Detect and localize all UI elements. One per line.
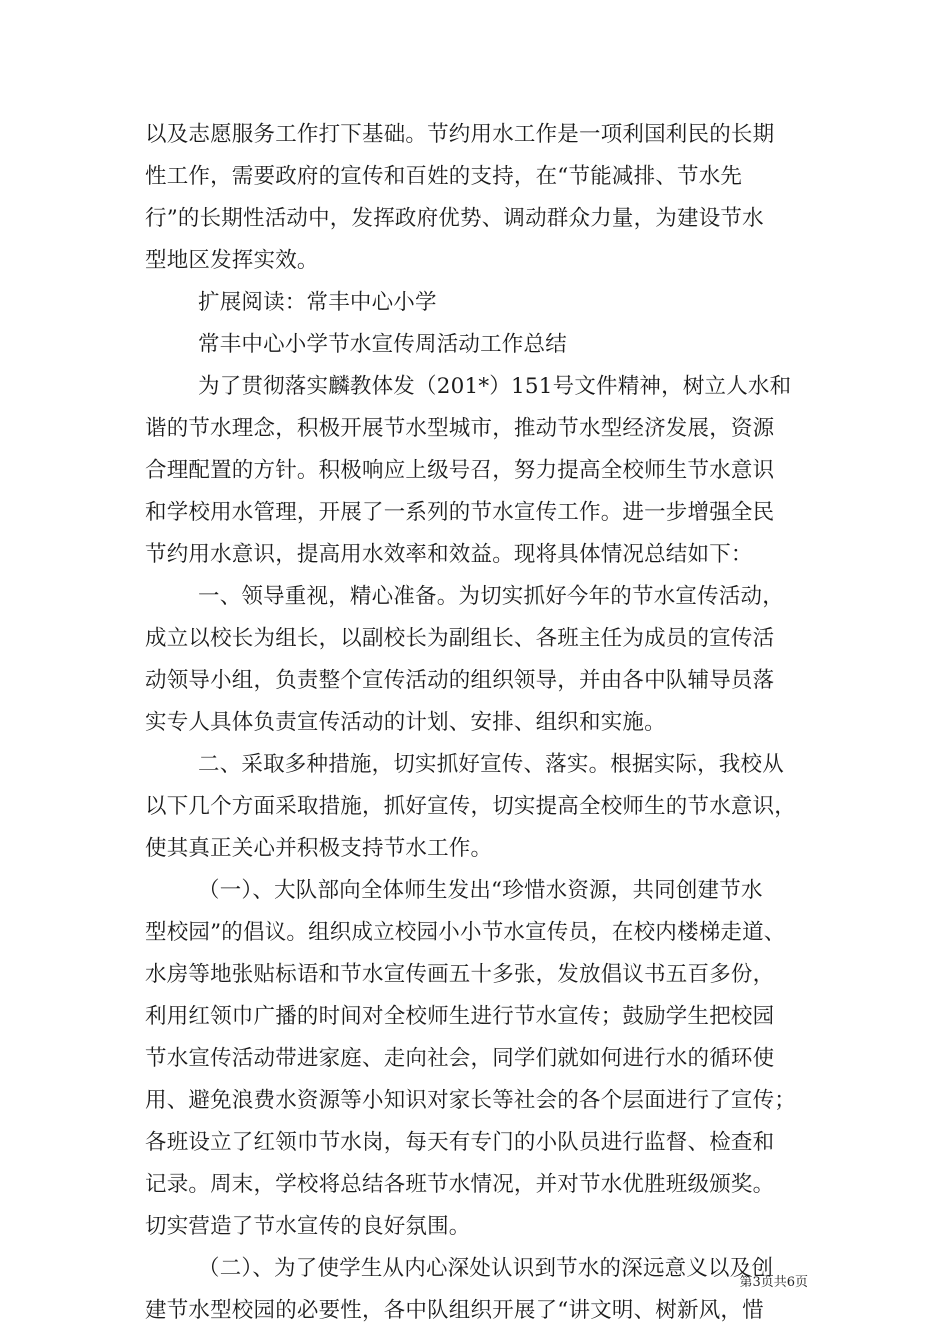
text-line: 以下几个方面采取措施，抓好宣传，切实提高全校师生的节水意识，	[145, 794, 797, 819]
text-line: 使其真正关心并积极支持节水工作。	[145, 836, 493, 861]
text-line: 为了贯彻落实麟教体发（201*）151号文件精神，树立人水和	[198, 374, 792, 399]
page-number: 第3页共6页	[739, 1275, 808, 1290]
extended-reading-label: 扩展阅读：常丰中心小学	[198, 290, 437, 315]
subsection-1: （一）、大队部向全体师生发出“珍惜水资源，共同创建节水	[198, 878, 763, 903]
text-line: 谐的节水理念，积极开展节水型城市，推动节水型经济发展，资源	[145, 416, 775, 441]
section-heading-2: 二、采取多种措施，切实抓好宣传、落实。根据实际，我校从	[198, 752, 784, 777]
text-line: 动领导小组，负责整个宣传活动的组织领导，并由各中队辅导员落	[145, 668, 775, 693]
text-line: 建节水型校园的必要性，各中队组织开展了“讲文明、树新风，惜	[145, 1298, 764, 1323]
text-line: 记录。周末，学校将总结各班节水情况，并对节水优胜班级颁奖。	[145, 1172, 775, 1197]
text-line: 用、避免浪费水资源等小知识对家长等社会的各个层面进行了宣传；	[145, 1088, 797, 1113]
text-line: 切实营造了节水宣传的良好氛围。	[145, 1214, 471, 1239]
text-line: 水房等地张贴标语和节水宣传画五十多张，发放倡议书五百多份，	[145, 962, 775, 987]
text-line: 型地区发挥实效。	[145, 248, 319, 273]
text-line: 性工作，需要政府的宣传和百姓的支持，在“节能减排、节水先	[145, 164, 743, 189]
text-line: 合理配置的方针。积极响应上级号召，努力提高全校师生节水意识	[145, 458, 775, 483]
text-line: 节约用水意识，提高用水效率和效益。现将具体情况总结如下：	[145, 542, 753, 567]
text-line: 和学校用水管理，开展了一系列的节水宣传工作。进一步增强全民	[145, 500, 775, 525]
text-line: 型校园”的倡议。组织成立校园小小节水宣传员，在校内楼梯走道、	[145, 920, 786, 945]
text-line: 各班设立了红领巾节水岗，每天有专门的小队员进行监督、检查和	[145, 1130, 775, 1155]
text-line: 以及志愿服务工作打下基础。节约用水工作是一项利国利民的长期	[145, 122, 775, 147]
subsection-2: （二）、为了使学生从内心深处认识到节水的深远意义以及创	[198, 1256, 774, 1281]
text-line: 行”的长期性活动中，发挥政府优势、调动群众力量，为建设节水	[145, 206, 764, 231]
text-line: 实专人具体负责宣传活动的计划、安排、组织和实施。	[145, 710, 666, 735]
section-heading-1: 一、领导重视，精心准备。为切实抓好今年的节水宣传活动，	[198, 584, 784, 609]
text-line: 利用红领巾广播的时间对全校师生进行节水宣传；鼓励学生把校园	[145, 1004, 775, 1029]
text-line: 节水宣传活动带进家庭、走向社会，同学们就如何进行水的循环使	[145, 1046, 775, 1071]
article-title: 常丰中心小学节水宣传周活动工作总结	[198, 332, 567, 357]
text-line: 成立以校长为组长，以副校长为副组长、各班主任为成员的宣传活	[145, 626, 775, 651]
